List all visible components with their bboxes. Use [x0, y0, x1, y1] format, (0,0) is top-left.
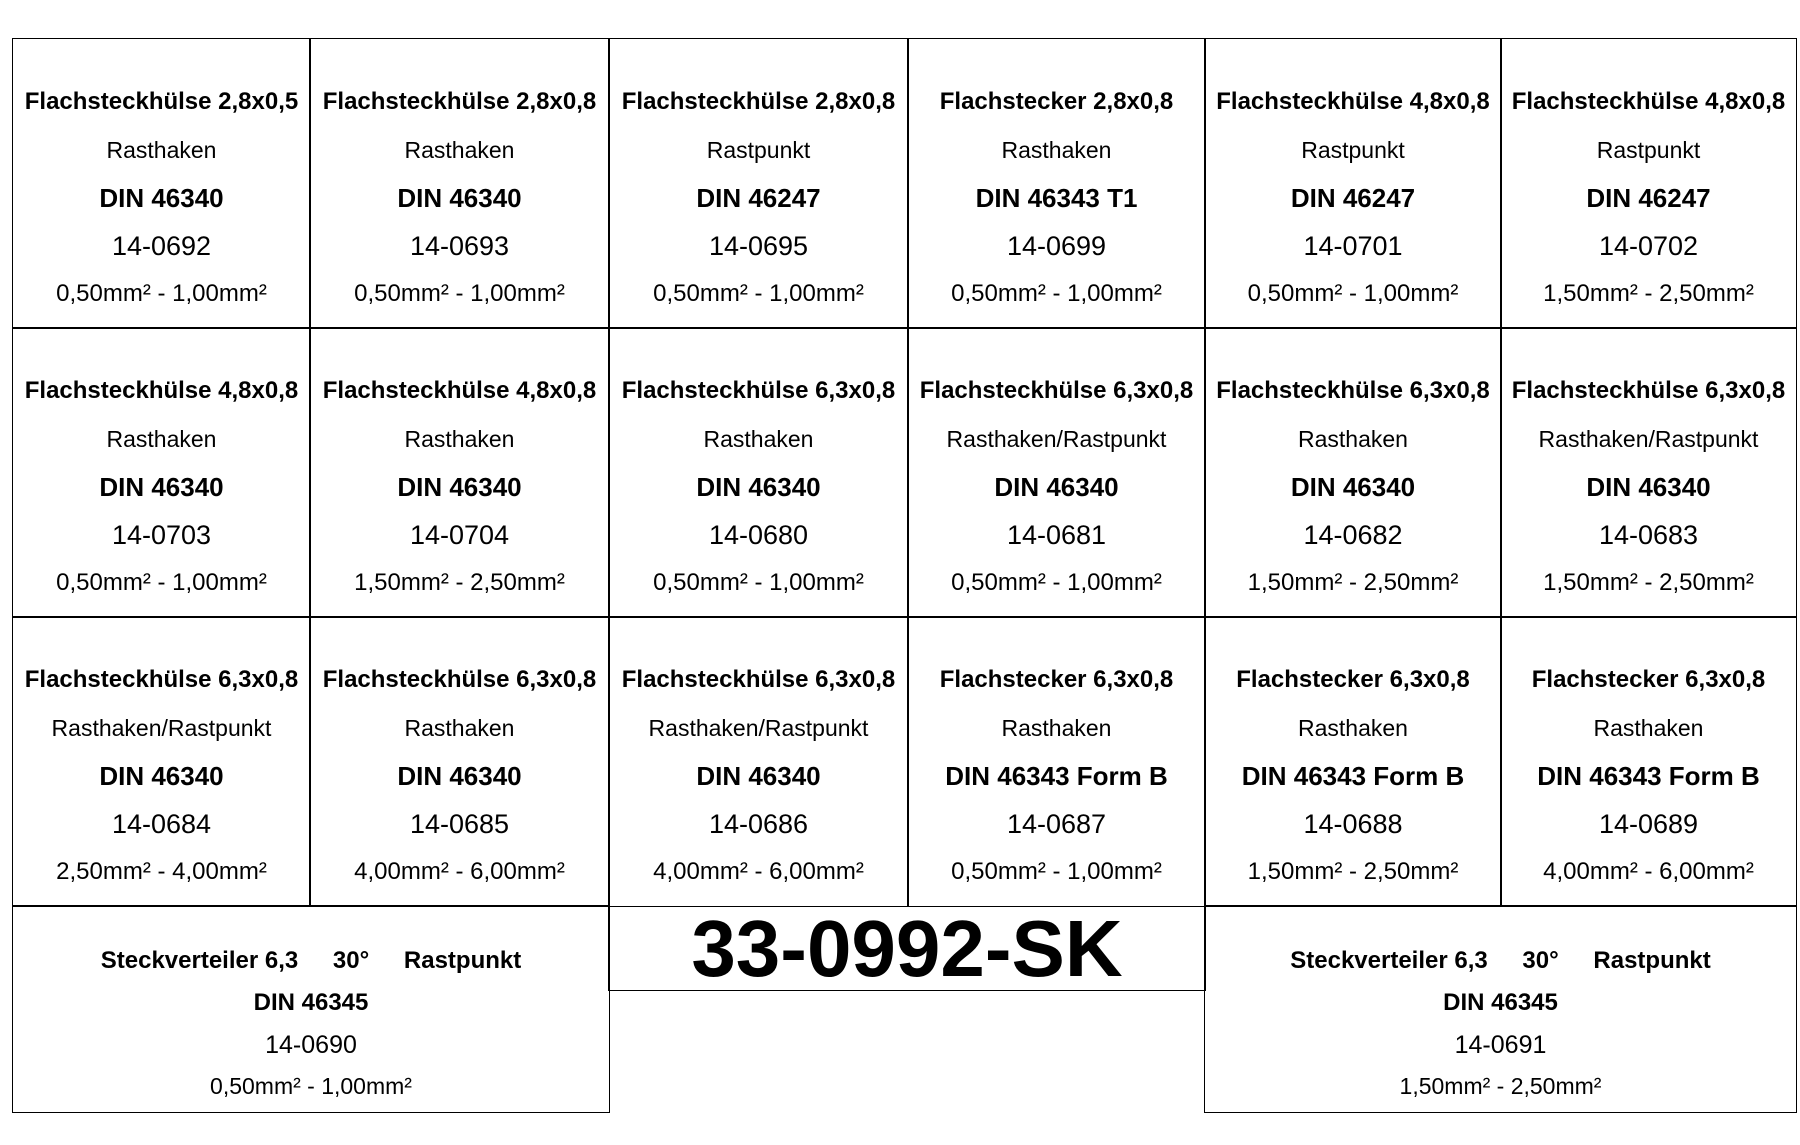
cell-range: 0,50mm² - 1,00mm² — [653, 280, 864, 307]
cell-norm: DIN 46247 — [696, 183, 821, 213]
compartment-cell — [1500, 616, 1797, 907]
distributor-cell-left — [12, 905, 610, 1113]
distributor-type: Rastpunkt — [403, 947, 522, 974]
distributor-article: 14-0691 — [1454, 1031, 1547, 1059]
cell-range: 0,50mm² - 1,00mm² — [951, 858, 1162, 885]
compartment-cell — [309, 38, 610, 329]
cell-norm: DIN 46340 — [696, 472, 821, 502]
cell-norm: DIN 46343 Form B — [1537, 761, 1760, 791]
cell-title: Flachsteckhülse 4,8x0,8 — [1511, 88, 1786, 115]
cell-article: 14-0693 — [409, 231, 510, 261]
cell-title: Flachstecker 6,3x0,8 — [939, 666, 1174, 693]
compartment-cell — [608, 38, 909, 329]
cell-article: 14-0692 — [111, 231, 212, 261]
assortment-label-sheet — [12, 38, 1797, 1118]
compartment-cell — [309, 616, 610, 907]
distributor-range: 0,50mm² - 1,00mm² — [210, 1073, 412, 1099]
compartment-cell — [1204, 616, 1502, 907]
compartment-cell — [608, 616, 909, 907]
cell-type: Rasthaken — [404, 137, 515, 163]
compartment-cell — [608, 327, 909, 618]
compartment-cell — [1500, 327, 1797, 618]
cell-range: 0,50mm² - 1,00mm² — [951, 569, 1162, 596]
cell-type: Rasthaken/Rastpunkt — [648, 715, 869, 741]
cell-article: 14-0695 — [708, 231, 809, 261]
cell-title: Flachsteckhülse 4,8x0,8 — [322, 377, 597, 404]
cell-article: 14-0701 — [1303, 231, 1403, 261]
cell-range: 0,50mm² - 1,00mm² — [653, 569, 864, 596]
cell-range: 0,50mm² - 1,00mm² — [56, 280, 267, 307]
cell-range: 4,00mm² - 6,00mm² — [653, 858, 864, 885]
cell-type: Rasthaken/Rastpunkt — [1538, 426, 1759, 452]
cell-title: Flachstecker 6,3x0,8 — [1531, 666, 1766, 693]
cell-article: 14-0699 — [1006, 231, 1107, 261]
cell-range: 1,50mm² - 2,50mm² — [1543, 280, 1754, 307]
cell-article: 14-0683 — [1598, 520, 1699, 550]
cell-norm: DIN 46343 Form B — [945, 761, 1168, 791]
cell-title: Flachsteckhülse 2,8x0,5 — [24, 88, 299, 115]
cell-norm: DIN 46340 — [1290, 472, 1416, 502]
cell-range: 2,50mm² - 4,00mm² — [56, 858, 267, 885]
distributor-cell-right — [1204, 905, 1797, 1113]
cell-title: Flachsteckhülse 6,3x0,8 — [621, 377, 896, 404]
cell-type: Rasthaken — [1001, 137, 1112, 163]
distributor-title — [101, 940, 521, 982]
cell-norm: DIN 46340 — [99, 183, 224, 213]
distributor-article: 14-0690 — [265, 1031, 357, 1059]
cell-type: Rastpunkt — [1596, 137, 1701, 163]
compartment-cell — [1500, 38, 1797, 329]
cell-article: 14-0688 — [1303, 809, 1403, 839]
compartment-cell — [12, 38, 311, 329]
cell-type: Rastpunkt — [706, 137, 811, 163]
cell-range: 0,50mm² - 1,00mm² — [56, 569, 267, 596]
cell-type: Rasthaken — [404, 715, 515, 741]
cell-type: Rasthaken — [106, 137, 217, 163]
cell-title: Flachstecker 6,3x0,8 — [1236, 666, 1470, 693]
cell-type: Rasthaken — [1593, 715, 1704, 741]
cell-range: 1,50mm² - 2,50mm² — [1247, 858, 1459, 885]
cell-norm: DIN 46340 — [1586, 472, 1711, 502]
cell-title: Flachsteckhülse 6,3x0,8 — [24, 666, 299, 693]
distributor-name: Steckverteiler 6,3 — [100, 947, 299, 974]
cell-article: 14-0684 — [111, 809, 212, 839]
cell-title: Flachsteckhülse 6,3x0,8 — [322, 666, 597, 693]
compartment-cell — [1204, 327, 1502, 618]
cell-norm: DIN 46340 — [696, 761, 821, 791]
cell-norm: DIN 46340 — [994, 472, 1119, 502]
cell-type: Rasthaken — [1298, 426, 1408, 452]
distributor-angle: 30° — [1522, 947, 1559, 974]
cell-type: Rastpunkt — [1301, 137, 1405, 163]
cell-norm: DIN 46343 Form B — [1241, 761, 1465, 791]
product-code: 33-0992-SK — [691, 903, 1123, 993]
compartment-cell — [309, 327, 610, 618]
compartment-cell — [907, 38, 1206, 329]
cell-title: Flachsteckhülse 4,8x0,8 — [1216, 88, 1490, 115]
cell-norm: DIN 46340 — [397, 183, 522, 213]
compartment-cell — [12, 616, 311, 907]
cell-range: 4,00mm² - 6,00mm² — [354, 858, 565, 885]
cell-title: Flachsteckhülse 6,3x0,8 — [919, 377, 1194, 404]
cell-range: 0,50mm² - 1,00mm² — [354, 280, 565, 307]
cell-norm: DIN 46340 — [397, 761, 522, 791]
cell-norm: DIN 46343 T1 — [975, 183, 1138, 213]
cell-title: Flachsteckhülse 6,3x0,8 — [1216, 377, 1490, 404]
cell-range: 4,00mm² - 6,00mm² — [1543, 858, 1754, 885]
cell-title: Flachsteckhülse 2,8x0,8 — [322, 88, 597, 115]
cell-article: 14-0681 — [1006, 520, 1107, 550]
cell-article: 14-0689 — [1598, 809, 1699, 839]
cell-article: 14-0702 — [1598, 231, 1699, 261]
cell-title: Flachsteckhülse 2,8x0,8 — [621, 88, 896, 115]
cell-range: 1,50mm² - 2,50mm² — [354, 569, 565, 596]
distributor-name: Steckverteiler 6,3 — [1290, 947, 1488, 974]
cell-article: 14-0680 — [708, 520, 809, 550]
cell-range: 0,50mm² - 1,00mm² — [951, 280, 1162, 307]
cell-title: Flachsteckhülse 6,3x0,8 — [621, 666, 896, 693]
cell-article: 14-0686 — [708, 809, 809, 839]
cell-type: Rasthaken — [404, 426, 515, 452]
cell-title: Flachsteckhülse 4,8x0,8 — [24, 377, 299, 404]
cell-article: 14-0685 — [409, 809, 510, 839]
cell-norm: DIN 46340 — [99, 761, 224, 791]
distributor-title — [1290, 940, 1710, 982]
distributor-range: 1,50mm² - 2,50mm² — [1399, 1073, 1602, 1099]
cell-type: Rasthaken — [1001, 715, 1112, 741]
cell-title: Flachsteckhülse 6,3x0,8 — [1511, 377, 1786, 404]
cell-range: 0,50mm² - 1,00mm² — [1247, 280, 1459, 307]
compartment-cell — [907, 327, 1206, 618]
compartment-cell — [1204, 38, 1502, 329]
distributor-norm: DIN 46345 — [1443, 989, 1558, 1016]
cell-title: Flachstecker 2,8x0,8 — [939, 88, 1174, 115]
cell-article: 14-0704 — [409, 520, 510, 550]
product-code-box — [608, 903, 1206, 993]
distributor-angle: 30° — [332, 947, 370, 974]
cell-range: 1,50mm² - 2,50mm² — [1543, 569, 1754, 596]
cell-norm: DIN 46247 — [1290, 183, 1416, 213]
distributor-type: Rastpunkt — [1593, 947, 1711, 974]
cell-type: Rasthaken/Rastpunkt — [51, 715, 272, 741]
cell-norm: DIN 46340 — [99, 472, 224, 502]
distributor-norm: DIN 46345 — [253, 989, 369, 1016]
cell-norm: DIN 46247 — [1586, 183, 1711, 213]
compartment-cell — [12, 327, 311, 618]
cell-type: Rasthaken — [703, 426, 814, 452]
cell-type: Rasthaken — [1298, 715, 1408, 741]
cell-type: Rasthaken/Rastpunkt — [946, 426, 1167, 452]
cell-type: Rasthaken — [106, 426, 217, 452]
cell-article: 14-0703 — [111, 520, 212, 550]
compartment-cell — [907, 616, 1206, 907]
cell-article: 14-0687 — [1006, 809, 1107, 839]
cell-range: 1,50mm² - 2,50mm² — [1247, 569, 1459, 596]
cell-norm: DIN 46340 — [397, 472, 522, 502]
cell-article: 14-0682 — [1303, 520, 1403, 550]
